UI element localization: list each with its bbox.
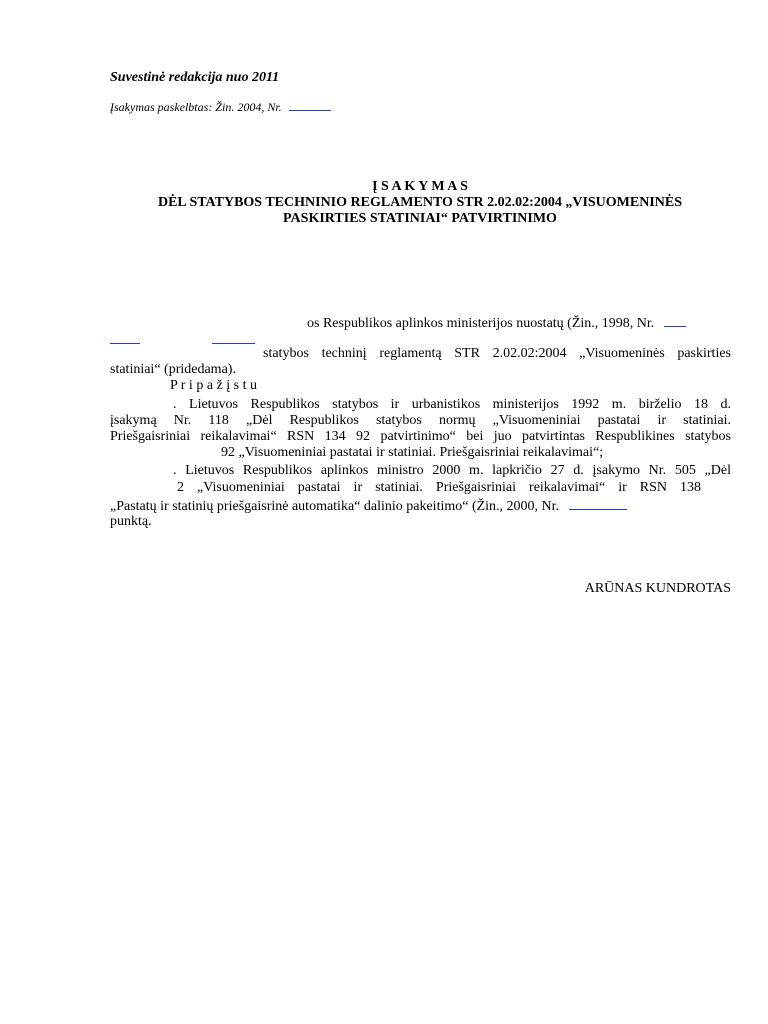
paragraph-3-line-1: . Lietuvos Respublikos statybos ir urbanistikos ministerijos 1992 m. birželio 18 d. [173,397,731,412]
signatory-name: ARŪNAS KUNDROTAS [584,581,731,596]
document-type-heading: Į S A K Y M A S [372,179,468,194]
consolidated-edition-title: Suvestinė redakcija nuo 2011 [110,70,280,85]
paragraph-4-line-4: punktą. [110,514,152,529]
document-title-line-1: DĖL STATYBOS TECHNINIO REGLAMENTO STR 2.02.02:2004 „VISUOMENINĖS [157,195,683,210]
paragraph-3-line-3: Priešgaisriniai reikalavimai“ RSN 134 92 patvirtinimo“ bei juo patvirtintas Respublikines statybos [110,429,731,444]
reference-link-2[interactable] [110,342,140,344]
published-note [110,98,331,115]
paragraph-4-line-1: . Lietuvos Respublikos aplinkos ministro 2000 m. lapkričio 27 d. įsakymo Nr. 505 „Dėl [173,463,731,478]
published-number-link[interactable] [289,98,331,111]
reference-link-4[interactable] [569,497,627,510]
reference-link-3[interactable] [212,342,255,344]
published-note-text: Įsakymas paskelbtas: Žin. 2004, Nr. [110,100,282,114]
paragraph-2-line-2: statiniai“ (pridedama). [110,362,236,377]
paragraph-3-heading: P r i p a ž į s t u [170,378,257,393]
paragraph-4-line-3 [110,497,627,515]
reference-link-1[interactable] [664,314,686,327]
paragraph-1-text: os Respublikos aplinkos ministerijos nuostatų (Žin., 1998, Nr. [307,316,655,331]
paragraph-1-line-1 [307,314,686,332]
paragraph-3-line-2: įsakymą Nr. 118 „Dėl Respublikos statybos normų „Visuomeniniai pastatai ir statiniai. [110,413,731,428]
paragraph-2-line-1: statybos techninį reglamentą STR 2.02.02:2004 „Visuomeninės paskirties [263,346,731,361]
paragraph-4-line-3-text: „Pastatų ir statinių priešgaisrinė automatika“ dalinio pakeitimo“ (Žin., 2000, Nr. [110,499,560,514]
document-title-line-2: PASKIRTIES STATINIAI“ PATVIRTINIMO [283,211,557,226]
paragraph-4-line-2: 2 „Visuomeniniai pastatai ir statiniai. Priešgaisriniai reikalavimai“ ir RSN 138 [177,480,701,495]
paragraph-3-line-4: 92 „Visuomeniniai pastatai ir statiniai. Priešgaisriniai reikalavimai“; [221,445,604,460]
